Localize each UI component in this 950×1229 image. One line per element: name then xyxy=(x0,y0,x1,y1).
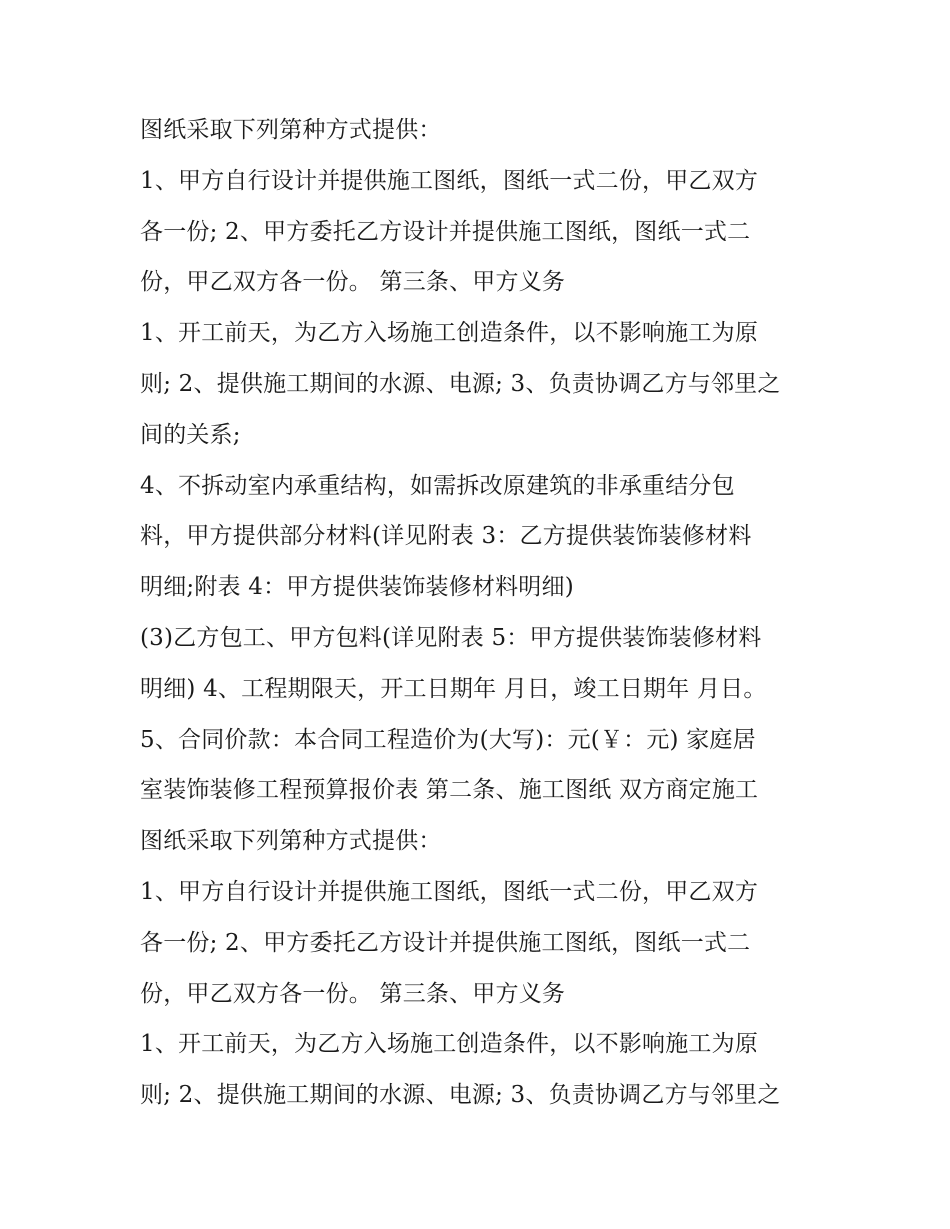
text-line: 各一份; 2、甲方委托乙方设计并提供施工图纸，图纸一式二 xyxy=(140,929,751,956)
text-line: 各一份; 2、甲方委托乙方设计并提供施工图纸，图纸一式二 xyxy=(140,218,751,245)
text-line: 5、合同价款：本合同工程造价为(大写)：元(￥：元) 家庭居 xyxy=(140,726,756,753)
text-line: 则; 2、提供施工期间的水源、电源; 3、负责协调乙方与邻里之 xyxy=(140,1082,781,1109)
text-line: (3)乙方包工、甲方包料(详见附表 5：甲方提供装饰装修材料 xyxy=(140,624,762,651)
text-line: 1、甲方自行设计并提供施工图纸，图纸一式二份，甲乙双方 xyxy=(140,878,759,905)
text-line: 图纸采取下列第种方式提供： xyxy=(140,828,442,855)
document-body xyxy=(140,105,840,1121)
text-line: 则; 2、提供施工期间的水源、电源; 3、负责协调乙方与邻里之 xyxy=(140,370,781,397)
text-line: 图纸采取下列第种方式提供： xyxy=(140,117,442,143)
text-line: 份，甲乙双方各一份。 第三条、甲方义务 xyxy=(140,269,566,296)
text-line: 1、甲方自行设计并提供施工图纸，图纸一式二份，甲乙双方 xyxy=(140,167,759,194)
text-line: 料，甲方提供部分材料(详见附表 3：乙方提供装饰装修材料 xyxy=(140,523,752,550)
text-line: 4、不拆动室内承重结构，如需拆改原建筑的非承重结分包 xyxy=(140,472,735,499)
text-line: 明细;附表 4：甲方提供装饰装修材料明细) xyxy=(140,574,574,601)
text-line: 份，甲乙双方各一份。 第三条、甲方义务 xyxy=(140,980,566,1007)
text-line: 1、开工前天，为乙方入场施工创造条件，以不影响施工为原 xyxy=(140,320,759,347)
text-line: 间的关系; xyxy=(140,421,241,448)
text-line: 室装饰装修工程预算报价表 第二条、施工图纸 双方商定施工 xyxy=(140,777,759,804)
text-line: 1、开工前天，为乙方入场施工创造条件，以不影响施工为原 xyxy=(140,1031,759,1058)
text-line: 明细) 4、工程期限天，开工日期年 月日，竣工日期年 月日。 xyxy=(140,675,767,702)
